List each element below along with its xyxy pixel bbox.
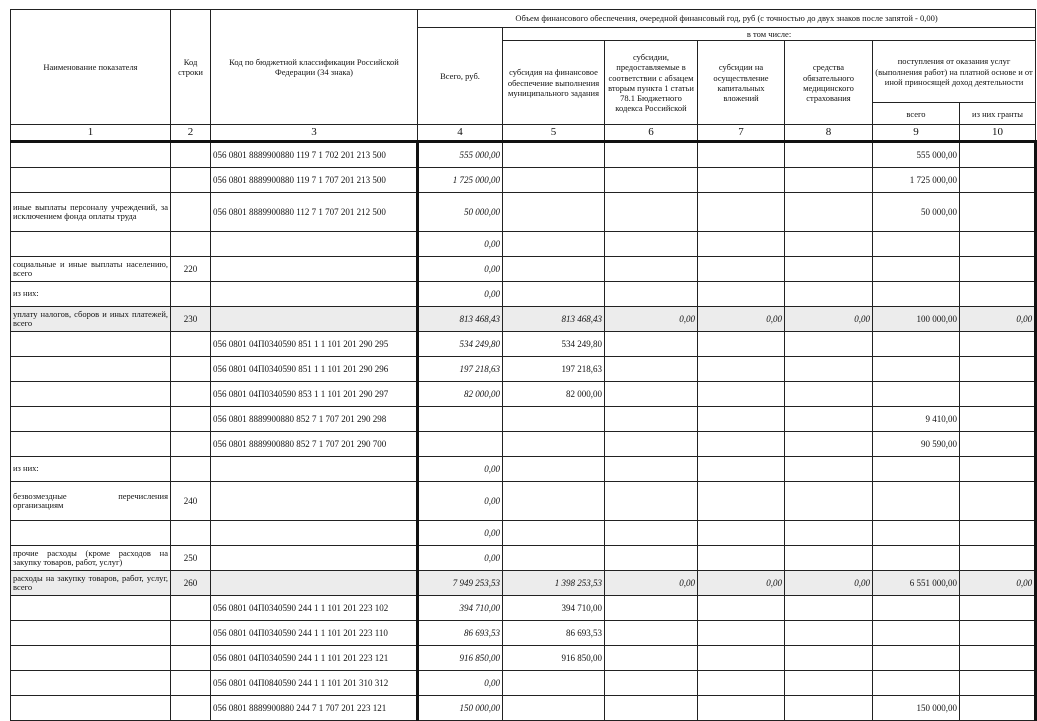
cell-kbk: 056 0801 8889900880 852 7 1 707 201 290 298 xyxy=(211,407,418,432)
cell-c7 xyxy=(698,457,785,482)
cell-code: 260 xyxy=(171,571,211,596)
cell-c5 xyxy=(503,257,605,282)
cell-c6: 0,00 xyxy=(605,571,698,596)
cell-code xyxy=(171,671,211,696)
header-name: Наименование показателя xyxy=(11,10,171,125)
cell-kbk xyxy=(211,482,418,521)
cell-name xyxy=(11,521,171,546)
cell-c5: 197 218,63 xyxy=(503,357,605,382)
cell-c5: 82 000,00 xyxy=(503,382,605,407)
col-number: 2 xyxy=(171,125,211,142)
cell-c8 xyxy=(785,671,873,696)
cell-c5 xyxy=(503,142,605,168)
cell-c6 xyxy=(605,621,698,646)
table-row xyxy=(11,193,1036,232)
cell-c9 xyxy=(873,671,960,696)
cell-total: 0,00 xyxy=(418,521,503,546)
cell-c9: 555 000,00 xyxy=(873,142,960,168)
cell-c9 xyxy=(873,282,960,307)
cell-code xyxy=(171,193,211,232)
cell-kbk: 056 0801 8889900880 852 7 1 707 201 290 700 xyxy=(211,432,418,457)
cell-code xyxy=(171,621,211,646)
cell-c8 xyxy=(785,546,873,571)
cell-c10 xyxy=(960,407,1036,432)
cell-name xyxy=(11,142,171,168)
cell-c6 xyxy=(605,646,698,671)
cell-c8 xyxy=(785,646,873,671)
cell-code xyxy=(171,696,211,721)
cell-c8 xyxy=(785,621,873,646)
column-numbers-row xyxy=(11,125,1036,142)
cell-c8 xyxy=(785,168,873,193)
cell-code xyxy=(171,232,211,257)
cell-total: 394 710,00 xyxy=(418,596,503,621)
cell-c8 xyxy=(785,482,873,521)
table-row xyxy=(11,332,1036,357)
cell-name: из них: xyxy=(11,282,171,307)
cell-c7 xyxy=(698,357,785,382)
cell-c8 xyxy=(785,521,873,546)
cell-c9: 50 000,00 xyxy=(873,193,960,232)
cell-total: 82 000,00 xyxy=(418,382,503,407)
cell-c9 xyxy=(873,232,960,257)
table-row xyxy=(11,407,1036,432)
cell-c7 xyxy=(698,521,785,546)
cell-total: 0,00 xyxy=(418,232,503,257)
cell-total: 1 725 000,00 xyxy=(418,168,503,193)
cell-total: 86 693,53 xyxy=(418,621,503,646)
cell-c8 xyxy=(785,257,873,282)
cell-name xyxy=(11,407,171,432)
cell-c8 xyxy=(785,432,873,457)
cell-name: расходы на закупку товаров, работ, услуг, всего xyxy=(11,571,171,596)
cell-c5: 86 693,53 xyxy=(503,621,605,646)
col-number: 6 xyxy=(605,125,698,142)
cell-c9: 1 725 000,00 xyxy=(873,168,960,193)
cell-code xyxy=(171,457,211,482)
cell-c8 xyxy=(785,696,873,721)
table-row xyxy=(11,307,1036,332)
cell-c9: 100 000,00 xyxy=(873,307,960,332)
cell-c8 xyxy=(785,357,873,382)
col-number: 1 xyxy=(11,125,171,142)
cell-c10 xyxy=(960,546,1036,571)
cell-name xyxy=(11,332,171,357)
cell-c6 xyxy=(605,142,698,168)
cell-c5: 916 850,00 xyxy=(503,646,605,671)
cell-c6 xyxy=(605,332,698,357)
cell-c5 xyxy=(503,432,605,457)
cell-c6 xyxy=(605,696,698,721)
cell-c6 xyxy=(605,521,698,546)
cell-code xyxy=(171,168,211,193)
header-including: в том числе: xyxy=(503,28,1036,41)
cell-total: 0,00 xyxy=(418,457,503,482)
cell-c5 xyxy=(503,282,605,307)
cell-kbk: 056 0801 8889900880 112 7 1 707 201 212 500 xyxy=(211,193,418,232)
table-row xyxy=(11,257,1036,282)
cell-c8 xyxy=(785,407,873,432)
cell-c9 xyxy=(873,596,960,621)
table-row xyxy=(11,357,1036,382)
col-number: 7 xyxy=(698,125,785,142)
col-number: 4 xyxy=(418,125,503,142)
cell-c8 xyxy=(785,596,873,621)
cell-c5 xyxy=(503,457,605,482)
cell-name xyxy=(11,596,171,621)
cell-c7 xyxy=(698,332,785,357)
cell-c8 xyxy=(785,232,873,257)
cell-code xyxy=(171,357,211,382)
cell-total: 0,00 xyxy=(418,482,503,521)
cell-c10 xyxy=(960,168,1036,193)
table-row xyxy=(11,168,1036,193)
cell-c8: 0,00 xyxy=(785,307,873,332)
cell-c6 xyxy=(605,482,698,521)
cell-code xyxy=(171,407,211,432)
cell-c8 xyxy=(785,457,873,482)
cell-kbk xyxy=(211,232,418,257)
cell-code: 240 xyxy=(171,482,211,521)
cell-c9: 90 590,00 xyxy=(873,432,960,457)
cell-name xyxy=(11,696,171,721)
cell-c7 xyxy=(698,671,785,696)
cell-c10: 0,00 xyxy=(960,571,1036,596)
cell-c8 xyxy=(785,193,873,232)
header-col7: субсидии на осуществление капитальных вложений xyxy=(698,41,785,125)
cell-c8 xyxy=(785,142,873,168)
cell-name xyxy=(11,382,171,407)
cell-c9 xyxy=(873,382,960,407)
cell-c10 xyxy=(960,282,1036,307)
cell-code xyxy=(171,332,211,357)
cell-c5 xyxy=(503,168,605,193)
cell-c9 xyxy=(873,332,960,357)
table-row xyxy=(11,671,1036,696)
financial-table xyxy=(10,9,1037,721)
cell-name: прочие расходы (кроме расходов на закупку товаров, работ, услуг) xyxy=(11,546,171,571)
table-row xyxy=(11,482,1036,521)
table-row xyxy=(11,232,1036,257)
cell-total: 813 468,43 xyxy=(418,307,503,332)
cell-kbk xyxy=(211,307,418,332)
cell-c5 xyxy=(503,521,605,546)
cell-total xyxy=(418,432,503,457)
cell-c6 xyxy=(605,432,698,457)
table-row xyxy=(11,546,1036,571)
cell-c6 xyxy=(605,596,698,621)
cell-c10 xyxy=(960,596,1036,621)
cell-kbk: 056 0801 04П0340590 851 1 1 101 201 290 296 xyxy=(211,357,418,382)
cell-c5 xyxy=(503,671,605,696)
cell-total: 916 850,00 xyxy=(418,646,503,671)
cell-c6 xyxy=(605,193,698,232)
cell-total: 0,00 xyxy=(418,671,503,696)
cell-total: 0,00 xyxy=(418,282,503,307)
table-row xyxy=(11,696,1036,721)
cell-total: 150 000,00 xyxy=(418,696,503,721)
cell-kbk xyxy=(211,521,418,546)
cell-kbk: 056 0801 8889900880 244 7 1 707 201 223 121 xyxy=(211,696,418,721)
cell-c5 xyxy=(503,407,605,432)
table-row xyxy=(11,142,1036,168)
cell-code xyxy=(171,596,211,621)
cell-c10 xyxy=(960,457,1036,482)
cell-c7 xyxy=(698,546,785,571)
cell-kbk: 056 0801 04П0340590 244 1 1 101 201 223 102 xyxy=(211,596,418,621)
cell-c10 xyxy=(960,382,1036,407)
cell-c6 xyxy=(605,407,698,432)
cell-c10 xyxy=(960,257,1036,282)
cell-c7 xyxy=(698,168,785,193)
cell-kbk xyxy=(211,257,418,282)
table-row xyxy=(11,432,1036,457)
cell-code xyxy=(171,646,211,671)
cell-c10 xyxy=(960,646,1036,671)
cell-code xyxy=(171,382,211,407)
cell-c7 xyxy=(698,142,785,168)
header-volume-title: Объем финансового обеспечения, очередной финансовый год, руб (с точностью до двух знаков после запятой - 0,00) xyxy=(418,10,1036,28)
cell-c10 xyxy=(960,332,1036,357)
cell-code: 220 xyxy=(171,257,211,282)
cell-total xyxy=(418,407,503,432)
cell-c6 xyxy=(605,457,698,482)
header-col8: средства обязательного медицинского страхования xyxy=(785,41,873,125)
cell-c9 xyxy=(873,457,960,482)
cell-c7 xyxy=(698,482,785,521)
cell-c7 xyxy=(698,646,785,671)
col-number: 8 xyxy=(785,125,873,142)
cell-c7 xyxy=(698,193,785,232)
cell-c7 xyxy=(698,257,785,282)
cell-code xyxy=(171,142,211,168)
table-row xyxy=(11,382,1036,407)
table-row xyxy=(11,571,1036,596)
cell-c5 xyxy=(503,546,605,571)
cell-total: 0,00 xyxy=(418,257,503,282)
cell-c7 xyxy=(698,382,785,407)
cell-code xyxy=(171,282,211,307)
header-col6: субсидии, предоставляемые в соответствии с абзацем вторым пункта 1 статьи 78.1 Бюджетного кодекса Российской xyxy=(605,41,698,125)
cell-name: иные выплаты персоналу учреждений, за исключением фонда оплаты труда xyxy=(11,193,171,232)
cell-c10 xyxy=(960,521,1036,546)
cell-c5 xyxy=(503,232,605,257)
cell-c6: 0,00 xyxy=(605,307,698,332)
cell-c6 xyxy=(605,232,698,257)
cell-c6 xyxy=(605,357,698,382)
cell-c6 xyxy=(605,546,698,571)
cell-c6 xyxy=(605,282,698,307)
cell-c10 xyxy=(960,357,1036,382)
col-number: 10 xyxy=(960,125,1036,142)
cell-kbk: 056 0801 8889900880 119 7 1 702 201 213 500 xyxy=(211,142,418,168)
cell-c9 xyxy=(873,521,960,546)
cell-c9: 6 551 000,00 xyxy=(873,571,960,596)
cell-c5: 813 468,43 xyxy=(503,307,605,332)
cell-name xyxy=(11,168,171,193)
cell-kbk xyxy=(211,457,418,482)
cell-c7: 0,00 xyxy=(698,571,785,596)
cell-kbk: 056 0801 8889900880 119 7 1 707 201 213 500 xyxy=(211,168,418,193)
table-row xyxy=(11,596,1036,621)
cell-kbk: 056 0801 04П0840590 244 1 1 101 201 310 312 xyxy=(211,671,418,696)
cell-c7 xyxy=(698,621,785,646)
cell-c8 xyxy=(785,382,873,407)
table-row xyxy=(11,621,1036,646)
cell-c5: 1 398 253,53 xyxy=(503,571,605,596)
cell-total: 197 218,63 xyxy=(418,357,503,382)
cell-c10 xyxy=(960,142,1036,168)
cell-name: безвозмездные перечисления организациям xyxy=(11,482,171,521)
cell-c7 xyxy=(698,232,785,257)
cell-name: уплату налогов, сборов и иных платежей, всего xyxy=(11,307,171,332)
cell-c9 xyxy=(873,257,960,282)
cell-code: 250 xyxy=(171,546,211,571)
cell-total: 50 000,00 xyxy=(418,193,503,232)
cell-kbk: 056 0801 04П0340590 244 1 1 101 201 223 110 xyxy=(211,621,418,646)
cell-c10: 0,00 xyxy=(960,307,1036,332)
cell-c7 xyxy=(698,596,785,621)
cell-c7: 0,00 xyxy=(698,307,785,332)
cell-total: 534 249,80 xyxy=(418,332,503,357)
cell-name: социальные и иные выплаты населению, всего xyxy=(11,257,171,282)
cell-c6 xyxy=(605,168,698,193)
header-col9-group: поступления от оказания услуг (выполнения работ) на платной основе и от иной приносящей доход деятельности xyxy=(873,41,1036,103)
cell-c7 xyxy=(698,696,785,721)
cell-kbk: 056 0801 04П0340590 244 1 1 101 201 223 121 xyxy=(211,646,418,671)
cell-c8 xyxy=(785,282,873,307)
cell-c5: 534 249,80 xyxy=(503,332,605,357)
cell-c10 xyxy=(960,696,1036,721)
cell-name xyxy=(11,671,171,696)
cell-code xyxy=(171,432,211,457)
cell-c7 xyxy=(698,282,785,307)
cell-c9 xyxy=(873,621,960,646)
cell-c5 xyxy=(503,482,605,521)
header-col5: субсидия на финансовое обеспечение выполнения муниципального задания xyxy=(503,41,605,125)
cell-c6 xyxy=(605,257,698,282)
cell-name xyxy=(11,357,171,382)
cell-kbk xyxy=(211,282,418,307)
cell-c8 xyxy=(785,332,873,357)
cell-c8: 0,00 xyxy=(785,571,873,596)
cell-c10 xyxy=(960,232,1036,257)
header-col10: из них гранты xyxy=(960,103,1036,125)
header-col9: всего xyxy=(873,103,960,125)
cell-total: 7 949 253,53 xyxy=(418,571,503,596)
cell-c10 xyxy=(960,482,1036,521)
cell-code: 230 xyxy=(171,307,211,332)
header-code: Код строки xyxy=(171,10,211,125)
cell-c9 xyxy=(873,546,960,571)
cell-kbk xyxy=(211,546,418,571)
cell-c7 xyxy=(698,407,785,432)
cell-c7 xyxy=(698,432,785,457)
col-number: 5 xyxy=(503,125,605,142)
cell-c5 xyxy=(503,193,605,232)
cell-c10 xyxy=(960,671,1036,696)
cell-name xyxy=(11,621,171,646)
cell-kbk xyxy=(211,571,418,596)
cell-kbk: 056 0801 04П0340590 853 1 1 101 201 290 297 xyxy=(211,382,418,407)
cell-c10 xyxy=(960,193,1036,232)
cell-c9 xyxy=(873,482,960,521)
cell-name xyxy=(11,646,171,671)
cell-c5 xyxy=(503,696,605,721)
cell-c9 xyxy=(873,646,960,671)
cell-name xyxy=(11,432,171,457)
cell-code xyxy=(171,521,211,546)
cell-kbk: 056 0801 04П0340590 851 1 1 101 201 290 295 xyxy=(211,332,418,357)
cell-c9: 150 000,00 xyxy=(873,696,960,721)
cell-total: 0,00 xyxy=(418,546,503,571)
cell-c6 xyxy=(605,382,698,407)
cell-c5: 394 710,00 xyxy=(503,596,605,621)
header-kbk: Код по бюджетной классификации Российской Федерации (34 знака) xyxy=(211,10,418,125)
header-total: Всего, руб. xyxy=(418,28,503,125)
cell-name: из них: xyxy=(11,457,171,482)
cell-c10 xyxy=(960,621,1036,646)
cell-c10 xyxy=(960,432,1036,457)
cell-c9: 9 410,00 xyxy=(873,407,960,432)
cell-total: 555 000,00 xyxy=(418,142,503,168)
table-row xyxy=(11,282,1036,307)
cell-c6 xyxy=(605,671,698,696)
table-row xyxy=(11,521,1036,546)
cell-c9 xyxy=(873,357,960,382)
col-number: 3 xyxy=(211,125,418,142)
table-row xyxy=(11,457,1036,482)
col-number: 9 xyxy=(873,125,960,142)
cell-name xyxy=(11,232,171,257)
table-row xyxy=(11,646,1036,671)
